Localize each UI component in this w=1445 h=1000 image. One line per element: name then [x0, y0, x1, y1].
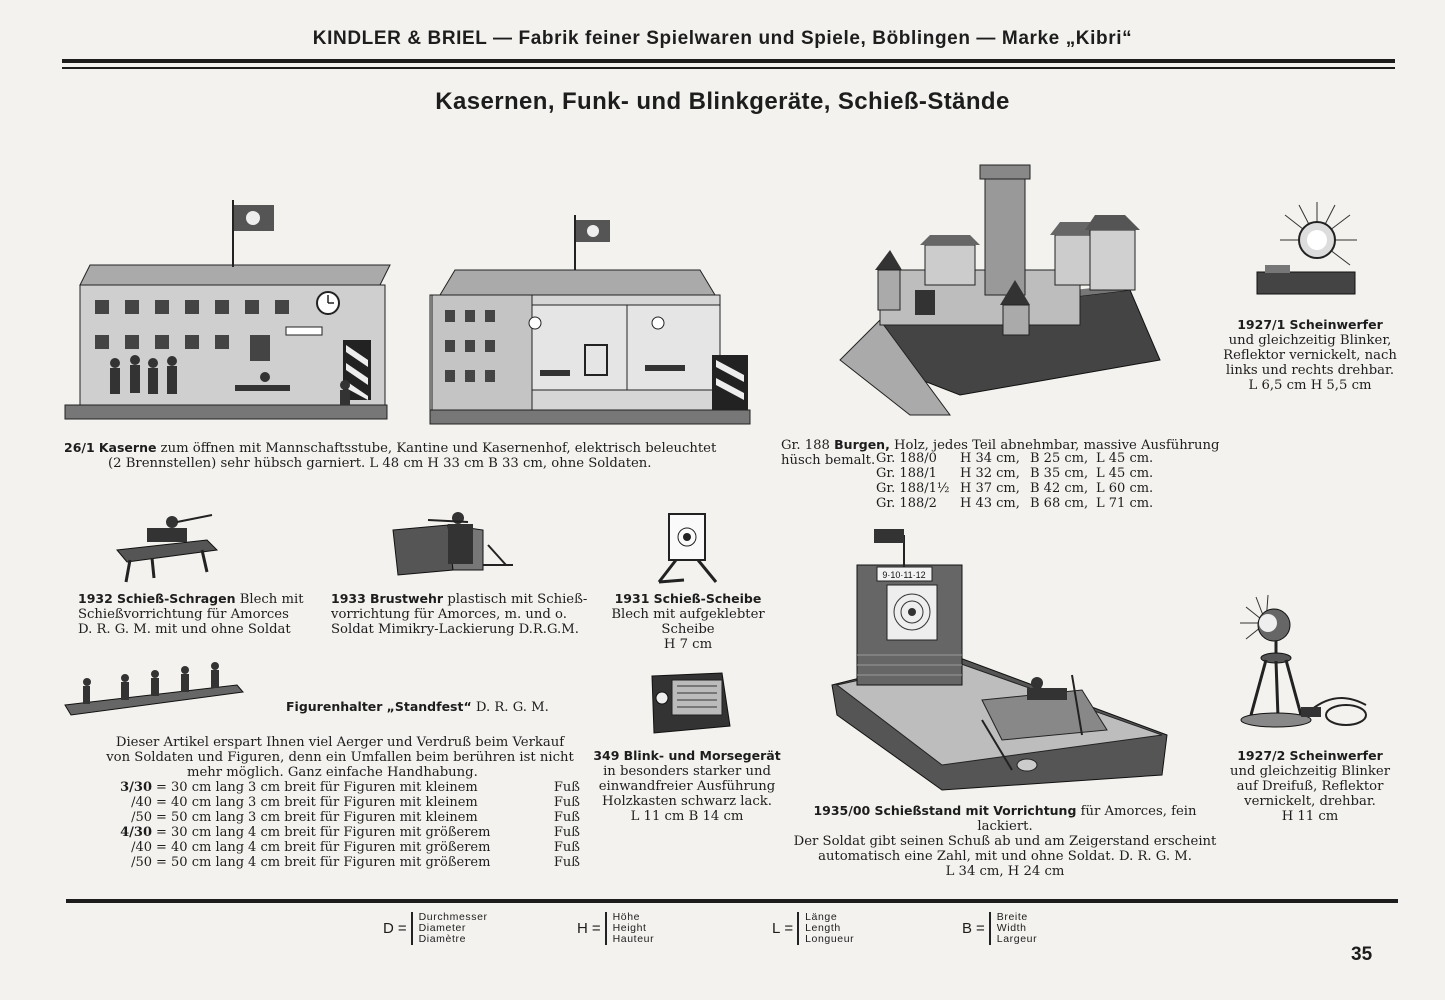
kaserne-caption	[64, 440, 764, 471]
figurenhalter-row	[118, 825, 584, 840]
legend-equals: =	[397, 920, 407, 937]
legend-diameter	[383, 912, 488, 945]
figurenhalter-len: = 40 cm lang	[156, 840, 245, 855]
burgen-size-table	[876, 451, 1157, 511]
figurenhalter-width: 3 cm breit	[248, 795, 316, 810]
burgen-desc-line1: Holz, jedes Teil abnehmbar, massive Ausführung	[894, 438, 1220, 453]
figurenhalter-desc-line: von Soldaten und Figuren, denn ein Umfallen beim berühren ist nicht	[106, 750, 574, 765]
schiessstand-illustration	[832, 525, 1172, 795]
schragen-line: Blech mit	[239, 592, 304, 607]
scheinwerfer2-caption	[1215, 748, 1405, 824]
figurenhalter-suffix: D. R. G. M.	[475, 700, 549, 715]
scheinwerfer2-number: 1927/2	[1237, 748, 1286, 763]
scheinwerfer2-name: Scheinwerfer	[1289, 748, 1383, 763]
schiessstand-name: Schießstand mit Vorrichtung	[874, 803, 1077, 818]
schiessstand-caption	[785, 803, 1225, 879]
legend-word: Länge	[805, 911, 838, 923]
figurenhalter-row	[118, 780, 584, 795]
figurenhalter-code: 3/30	[120, 780, 152, 795]
figurenhalter-row	[118, 810, 584, 825]
burgen-b: B 42 cm,	[1030, 481, 1089, 496]
figurenhalter-quoted: „Standfest“	[386, 699, 472, 714]
legend-word: Height	[612, 922, 647, 934]
brustwehr-name: Brustwehr	[370, 591, 444, 606]
burgen-l: L 60 cm.	[1096, 481, 1154, 496]
scheinwerfer2-illustration	[1236, 595, 1386, 735]
burgen-size-row	[876, 481, 1157, 496]
legend-words	[411, 912, 488, 945]
scheinwerfer1-line: und gleichzeitig Blinker,	[1228, 333, 1392, 348]
figurenhalter-unit: Fuß	[553, 795, 580, 810]
legend-words	[605, 912, 655, 945]
legend-letter: L	[772, 920, 781, 937]
figurenhalter-len: = 40 cm lang	[156, 795, 245, 810]
burgen-size-row	[876, 466, 1157, 481]
burgen-desc-line2: hüsch bemalt.	[781, 453, 876, 468]
burgen-h: H 32 cm,	[960, 466, 1020, 481]
figurenhalter-width: 3 cm breit	[248, 810, 316, 825]
figurenhalter-unit: Fuß	[553, 825, 580, 840]
burgen-name: Burgen,	[834, 437, 890, 452]
morse-illustration	[642, 668, 734, 738]
brustwehr-line: plastisch mit Schieß-	[447, 592, 588, 607]
brustwehr-number: 1933	[331, 591, 366, 606]
header-rule-bottom	[62, 67, 1395, 69]
burgen-l: L 71 cm.	[1096, 496, 1154, 511]
kaserne-name: Kaserne	[98, 440, 157, 455]
figurenhalter-width: 4 cm breit	[248, 825, 316, 840]
burgen-gr: Gr. 188/1	[876, 466, 937, 481]
figurenhalter-width: 3 cm breit	[248, 780, 316, 795]
figurenhalter-heading	[286, 699, 606, 715]
kaserne-desc-line1: zum öffnen mit Mannschaftsstube, Kantine und Kasernenhof, elektrisch beleuchtet	[160, 441, 717, 456]
brustwehr-illustration	[388, 510, 518, 580]
schragen-name: Schieß-Schragen	[117, 591, 236, 606]
morse-number: 349	[593, 748, 620, 763]
morse-caption	[592, 748, 782, 824]
figurenhalter-code: 4/30	[120, 825, 152, 840]
morse-name: Blink- und Morsegerät	[623, 748, 781, 763]
figurenhalter-len: = 50 cm lang	[156, 855, 245, 870]
catalog-header: KINDLER & BRIEL — Fabrik feiner Spielwaren und Spiele, Böblingen — Marke „Kibri“	[312, 28, 1133, 49]
figurenhalter-illustration	[65, 660, 245, 720]
burg-illustration	[840, 160, 1170, 420]
schiessstand-line: automatisch eine Zahl, mit und ohne Soldat. D. R. G. M.	[818, 849, 1192, 864]
figurenhalter-unit: Fuß	[553, 780, 580, 795]
figurenhalter-text: für Figuren mit größerem	[319, 825, 491, 840]
legend-word: Breite	[996, 911, 1028, 923]
scheibe-caption	[598, 591, 778, 652]
schragen-line: Schießvorrichtung für Amorces	[78, 607, 289, 622]
schiessstand-line: L 34 cm, H 24 cm	[945, 864, 1065, 879]
figurenhalter-desc-line: mehr möglich. Ganz einfache Handhabung.	[187, 765, 478, 780]
scheinwerfer2-line: H 11 cm	[1281, 809, 1339, 824]
kaserne-desc-line2: (2 Brennstellen) sehr hübsch garniert. L 48 cm H 33 cm B 33 cm, ohne Soldaten.	[108, 456, 652, 471]
header-rule-top	[62, 59, 1395, 63]
schragen-line: D. R. G. M. mit und ohne Soldat	[78, 622, 291, 637]
schiessstand-number: 1935/00	[813, 803, 871, 818]
legend-word: Diamètre	[418, 933, 467, 945]
legend-word: Höhe	[612, 911, 641, 923]
burgen-b: B 68 cm,	[1030, 496, 1089, 511]
scheinwerfer2-line: vernickelt, drehbar.	[1244, 794, 1376, 809]
figurenhalter-unit: Fuß	[553, 810, 580, 825]
morse-line: Holzkasten schwarz lack.	[602, 794, 772, 809]
schiessstand-counter: 9·10·11·12	[882, 570, 926, 580]
burgen-size-row	[876, 496, 1157, 511]
figurenhalter-len: = 50 cm lang	[156, 810, 245, 825]
figurenhalter-code: /50	[131, 855, 152, 870]
burgen-gr: Gr. 188/2	[876, 496, 937, 511]
scheibe-name: Schieß-Scheibe	[653, 591, 762, 606]
kaserne-number: 26/1	[64, 440, 95, 455]
scheibe-line: Blech mit aufgeklebter	[611, 607, 765, 622]
scheinwerfer1-line: L 6,5 cm H 5,5 cm	[1248, 378, 1372, 393]
legend-words	[989, 912, 1037, 945]
burgen-size-row	[876, 451, 1157, 466]
legend-word: Length	[805, 922, 841, 934]
figurenhalter-width: 4 cm breit	[248, 855, 316, 870]
figurenhalter-desc-line: Dieser Artikel erspart Ihnen viel Aerger und Verdruß beim Verkauf	[115, 735, 565, 750]
brustwehr-line: vorrichtung für Amorces, m. und o.	[331, 607, 567, 622]
scheinwerfer1-line: Reflektor vernickelt, nach	[1223, 348, 1397, 363]
figurenhalter-text: für Figuren mit größerem	[319, 840, 491, 855]
figurenhalter-row	[118, 840, 584, 855]
legend-word: Longueur	[805, 933, 855, 945]
footer-rule	[66, 899, 1398, 903]
legend-words	[797, 912, 854, 945]
scheibe-illustration	[654, 512, 724, 587]
kaserne-illustration	[60, 195, 760, 425]
legend-word: Largeur	[996, 933, 1038, 945]
figurenhalter-desc	[95, 735, 585, 780]
legend-word: Width	[996, 922, 1027, 934]
scheinwerfer1-illustration	[1255, 200, 1365, 300]
figurenhalter-text: für Figuren mit größerem	[319, 855, 491, 870]
schragen-caption	[78, 591, 318, 637]
figurenhalter-len: = 30 cm lang	[156, 825, 245, 840]
figurenhalter-text: für Figuren mit kleinem	[319, 810, 478, 825]
figurenhalter-code: /50	[131, 810, 152, 825]
legend-equals: =	[976, 920, 985, 937]
legend-equals: =	[591, 920, 601, 937]
burgen-h: H 43 cm,	[960, 496, 1020, 511]
burgen-h: H 34 cm,	[960, 451, 1020, 466]
kaserne-building	[65, 200, 390, 419]
figurenhalter-code: /40	[131, 795, 152, 810]
scheinwerfer1-name: Scheinwerfer	[1289, 317, 1383, 332]
morse-line: L 11 cm B 14 cm	[630, 809, 744, 824]
burgen-l: L 45 cm.	[1096, 451, 1154, 466]
figurenhalter-text: für Figuren mit kleinem	[319, 780, 478, 795]
schiessstand-line1: für Amorces, fein lackiert.	[977, 804, 1197, 834]
legend-length	[772, 912, 854, 945]
burgen-b: B 35 cm,	[1030, 466, 1089, 481]
figurenhalter-width: 4 cm breit	[248, 840, 316, 855]
figurenhalter-code: /40	[131, 840, 152, 855]
scheinwerfer1-number: 1927/1	[1237, 317, 1286, 332]
legend-word: Hauteur	[612, 933, 655, 945]
figurenhalter-name: Figurenhalter	[286, 699, 383, 714]
burgen-b: B 25 cm,	[1030, 451, 1089, 466]
burgen-gr: Gr. 188/0	[876, 451, 937, 466]
legend-letter: H	[577, 920, 588, 937]
schragen-number: 1932	[78, 591, 113, 606]
legend-equals: =	[784, 920, 794, 937]
scheibe-number: 1931	[614, 591, 650, 606]
legend-letter: B	[962, 920, 973, 937]
scheinwerfer1-line: links und rechts drehbar.	[1225, 363, 1395, 378]
legend-width	[962, 912, 1037, 945]
schiessstand-line: Der Soldat gibt seinen Schuß ab und am Zeigerstand erscheint	[793, 834, 1217, 849]
scheinwerfer2-line: und gleichzeitig Blinker	[1229, 764, 1391, 779]
burgen-l: L 45 cm.	[1096, 466, 1154, 481]
legend-letter: D	[383, 920, 394, 937]
scheinwerfer2-line: auf Dreifuß, Reflektor	[1236, 779, 1384, 794]
brustwehr-caption	[331, 591, 591, 637]
burgen-h: H 37 cm,	[960, 481, 1020, 496]
legend-word: Diameter	[418, 922, 467, 934]
burgen-gr: Gr. 188/1½	[876, 481, 950, 496]
figurenhalter-table	[118, 780, 584, 870]
morse-line: in besonders starker und	[603, 764, 771, 779]
schragen-illustration	[112, 510, 222, 585]
scheibe-line: Scheibe	[661, 622, 715, 637]
legend-word: Durchmesser	[418, 911, 488, 923]
morse-line: einwandfreier Ausführung	[598, 779, 776, 794]
scheinwerfer1-caption	[1215, 317, 1405, 393]
legend-height	[577, 912, 654, 945]
figurenhalter-text: für Figuren mit kleinem	[319, 795, 478, 810]
figurenhalter-row	[118, 795, 584, 810]
burgen-prefix: Gr. 188	[781, 438, 830, 453]
kaserne-open-view	[430, 215, 750, 424]
page-title: Kasernen, Funk- und Blinkgeräte, Schieß-Stände	[435, 88, 1010, 115]
figurenhalter-len: = 30 cm lang	[156, 780, 245, 795]
page-number: 35	[1351, 944, 1373, 965]
figurenhalter-row	[118, 855, 584, 870]
figurenhalter-unit: Fuß	[553, 855, 580, 870]
scheibe-line: H 7 cm	[663, 637, 713, 652]
figurenhalter-unit: Fuß	[553, 840, 580, 855]
brustwehr-line: Soldat Mimikry-Lackierung D.R.G.M.	[331, 622, 579, 637]
